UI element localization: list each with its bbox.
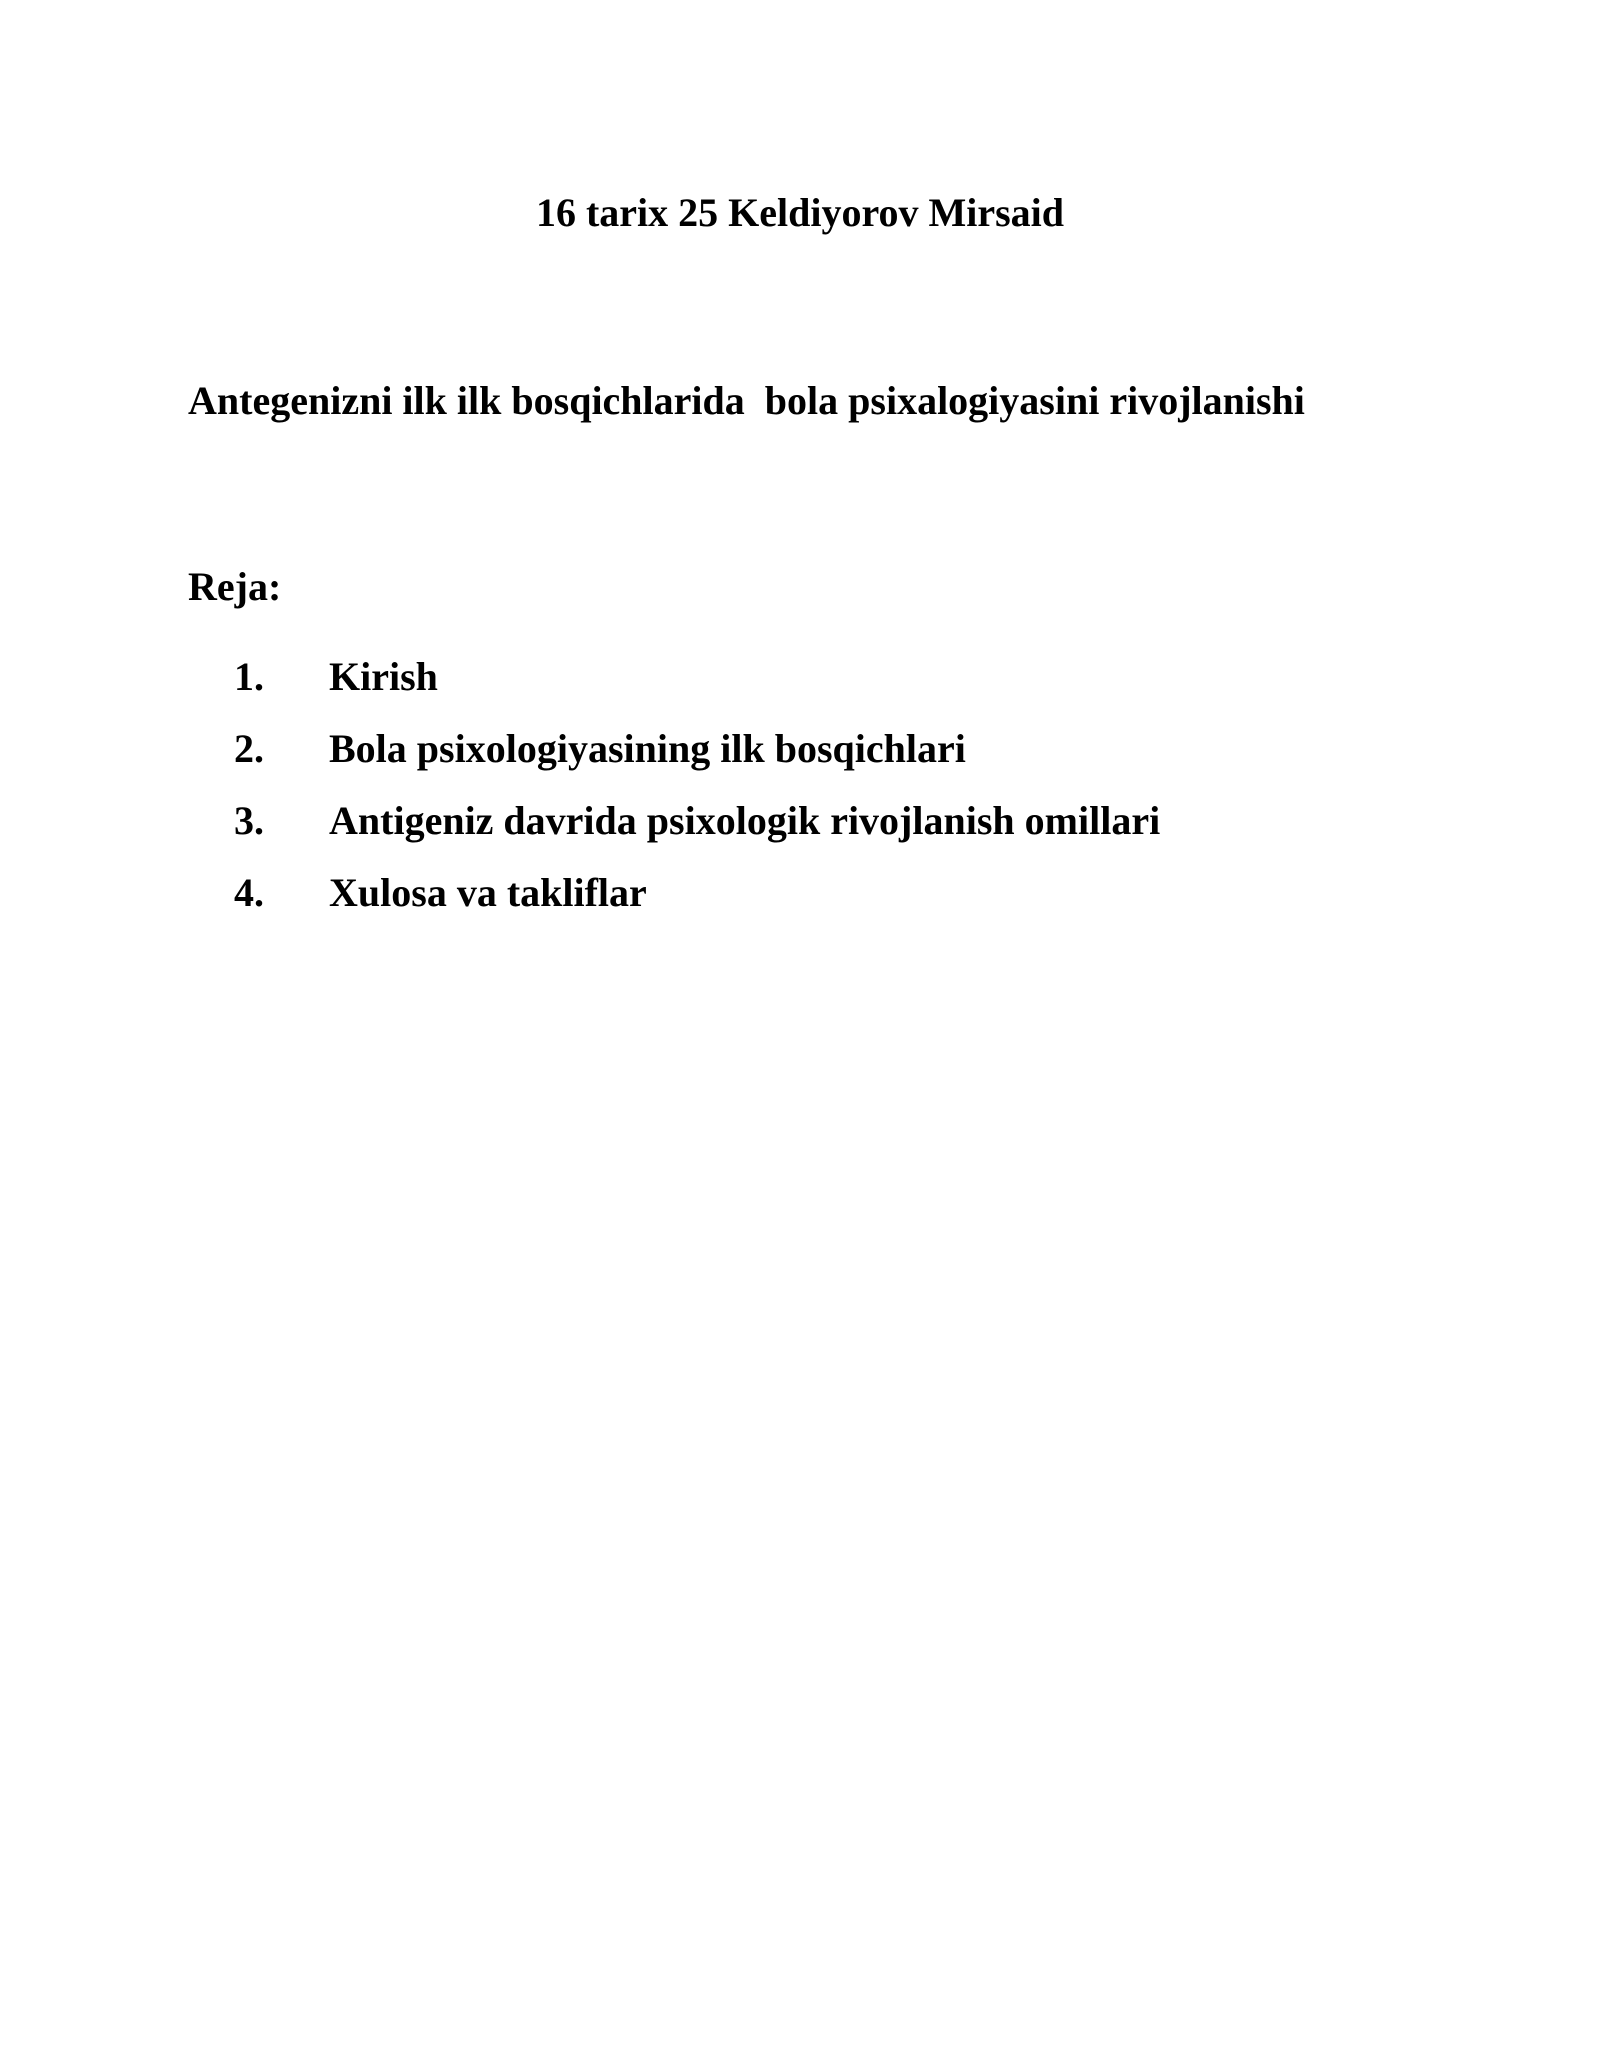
plan-item-number: 1. xyxy=(234,654,264,699)
document-title: Antegenizni ilk ilk bosqichlarida bola psixalogiyasini rivojlanishi xyxy=(188,378,1305,423)
plan-list xyxy=(0,652,1600,940)
plan-item-number: 2. xyxy=(234,726,264,771)
plan-item-text: Kirish xyxy=(329,654,438,699)
header-line: 16 tarix 25 Keldiyorov Mirsaid xyxy=(535,190,1065,235)
plan-item xyxy=(0,724,1600,796)
plan-item-text: Antigeniz davrida psixologik rivojlanish omillari xyxy=(329,798,1161,843)
plan-item-number: 4. xyxy=(234,870,264,915)
plan-item xyxy=(0,796,1600,868)
plan-item-number: 3. xyxy=(234,798,264,843)
plan-heading: Reja: xyxy=(188,564,282,609)
plan-item xyxy=(0,652,1600,724)
plan-item-text: Bola psixologiyasining ilk bosqichlari xyxy=(329,726,966,771)
plan-item-text: Xulosa va takliflar xyxy=(329,870,647,915)
plan-item xyxy=(0,868,1600,940)
